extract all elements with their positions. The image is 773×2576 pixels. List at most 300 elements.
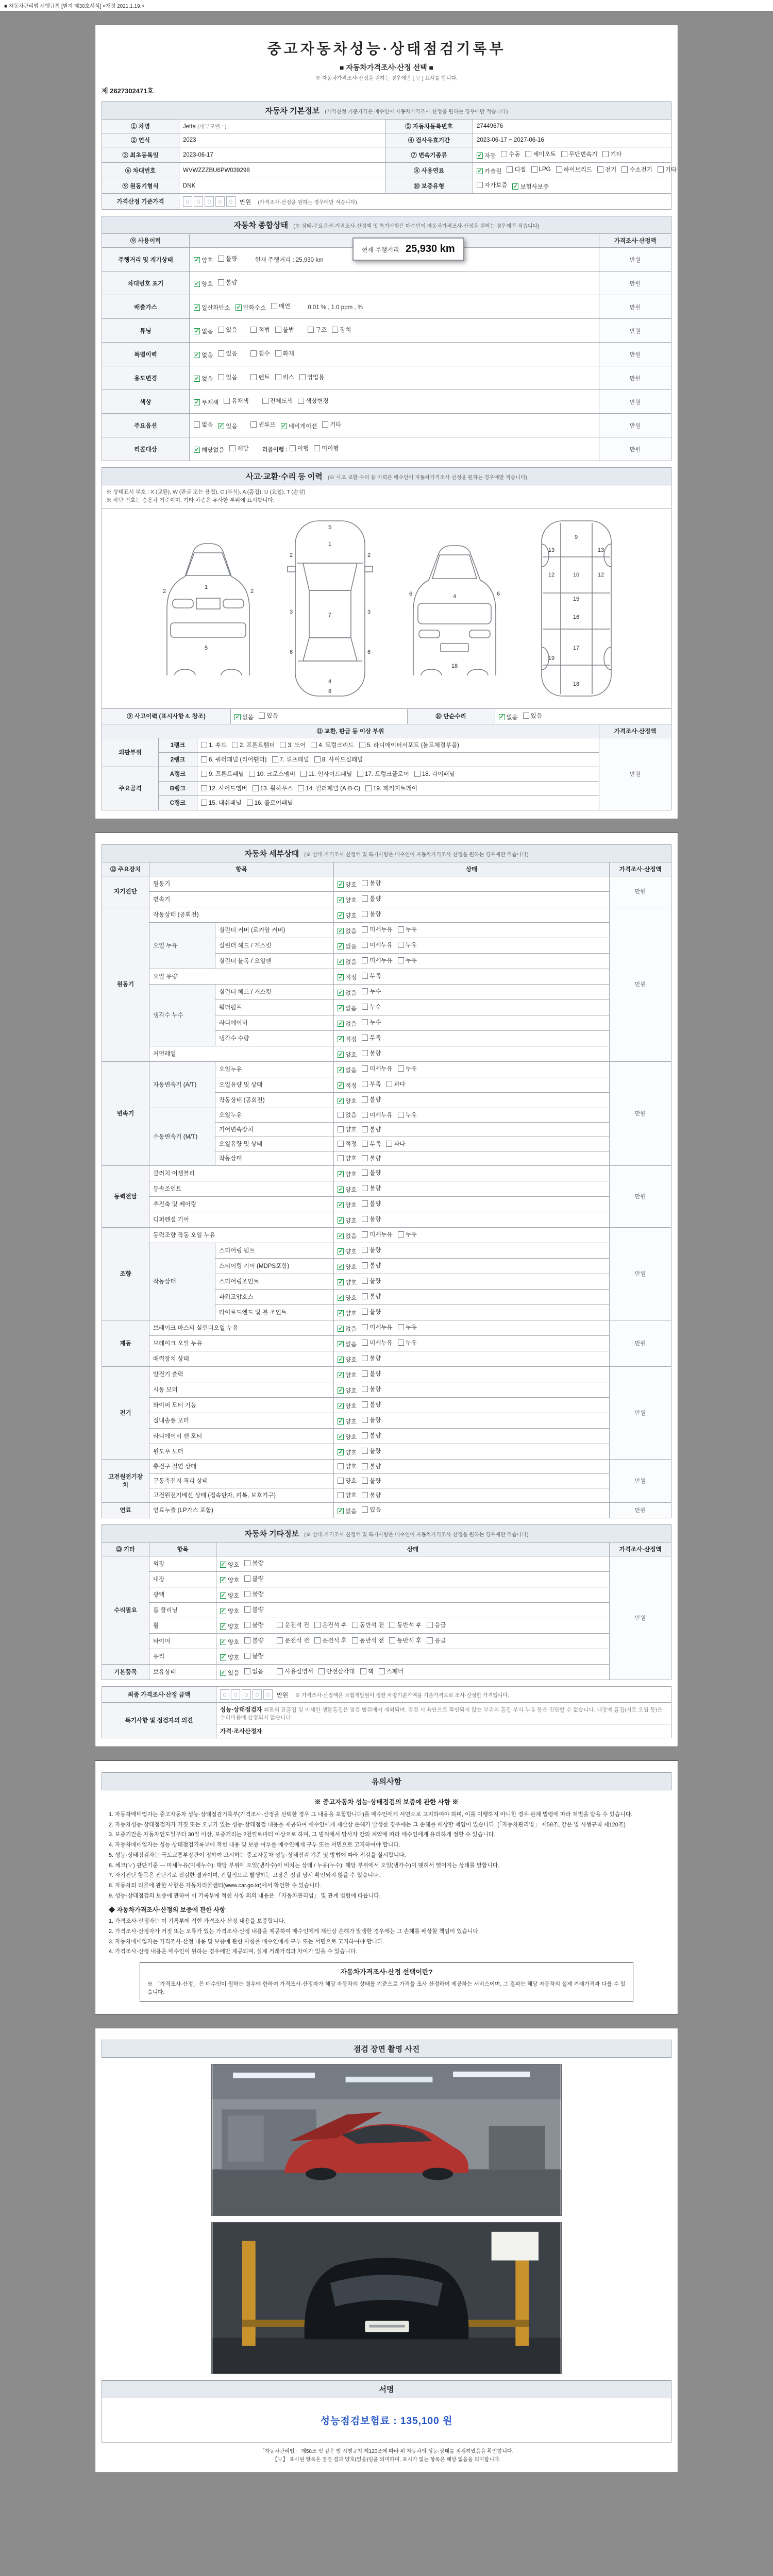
checkbox-box[interactable]: ✓	[338, 1186, 343, 1193]
checkbox-box[interactable]	[218, 327, 224, 333]
checkbox-option[interactable]	[362, 1431, 381, 1439]
checkbox-box[interactable]	[389, 1637, 395, 1643]
checkbox-option[interactable]	[362, 1323, 392, 1331]
checkbox-option[interactable]	[220, 1622, 239, 1631]
checkbox-option[interactable]	[338, 1386, 357, 1395]
checkbox-option[interactable]	[561, 150, 598, 158]
checkbox-box[interactable]	[379, 1668, 385, 1674]
checkbox-option[interactable]	[218, 278, 237, 286]
checkbox-option[interactable]	[338, 1507, 357, 1515]
checkbox-option[interactable]	[427, 1621, 446, 1629]
checkbox-option[interactable]	[194, 398, 219, 406]
checkbox-box[interactable]	[308, 327, 314, 333]
checkbox-box[interactable]	[201, 771, 207, 777]
checkbox-box[interactable]: ✓	[338, 1097, 343, 1104]
checkbox-option[interactable]	[332, 326, 351, 334]
checkbox-option[interactable]	[398, 1323, 417, 1331]
checkbox-option[interactable]	[362, 1033, 381, 1042]
checkbox-box[interactable]	[362, 973, 368, 979]
checkbox-box[interactable]	[244, 1653, 250, 1659]
checkbox-box[interactable]	[398, 1324, 404, 1330]
checkbox-option[interactable]	[300, 770, 352, 778]
checkbox-option[interactable]	[298, 397, 328, 405]
checkbox-option[interactable]	[338, 1309, 357, 1317]
checkbox-box[interactable]	[244, 1637, 250, 1643]
checkbox-option[interactable]	[338, 1340, 357, 1348]
checkbox-option[interactable]	[275, 349, 294, 358]
checkbox-box[interactable]	[338, 1478, 344, 1484]
checkbox-box[interactable]	[272, 756, 278, 762]
checkbox-option[interactable]	[362, 1140, 381, 1148]
checkbox-option[interactable]	[362, 1111, 392, 1119]
checkbox-box[interactable]: ✓	[338, 958, 343, 965]
checkbox-box[interactable]	[362, 1231, 368, 1238]
checkbox-option[interactable]	[362, 1491, 381, 1499]
checkbox-option[interactable]	[201, 755, 267, 764]
checkbox-option[interactable]	[247, 799, 293, 807]
checkbox-option[interactable]	[379, 1667, 404, 1675]
checkbox-box[interactable]	[275, 374, 281, 380]
checkbox-option[interactable]	[398, 925, 417, 934]
checkbox-option[interactable]	[311, 741, 354, 749]
checkbox-box[interactable]	[362, 1141, 368, 1147]
checkbox-box[interactable]	[277, 1637, 283, 1643]
checkbox-option[interactable]	[338, 973, 357, 981]
checkbox-box[interactable]	[250, 350, 257, 357]
checkbox-box[interactable]	[244, 1606, 250, 1613]
checkbox-option[interactable]	[477, 181, 507, 189]
checkbox-box[interactable]	[362, 1432, 368, 1438]
checkbox-box[interactable]	[362, 1278, 368, 1284]
checkbox-option[interactable]	[271, 302, 290, 310]
checkbox-box[interactable]	[398, 942, 404, 948]
checkbox-box[interactable]	[314, 1637, 321, 1643]
checkbox-option[interactable]	[386, 1140, 405, 1148]
checkbox-box[interactable]	[427, 1637, 433, 1643]
checkbox-box[interactable]	[561, 151, 567, 157]
checkbox-box[interactable]	[250, 374, 257, 380]
checkbox-box[interactable]	[362, 1004, 368, 1010]
checkbox-option[interactable]	[244, 1574, 263, 1583]
checkbox-option[interactable]	[201, 799, 242, 807]
checkbox-option[interactable]	[362, 1230, 392, 1239]
checkbox-box[interactable]	[194, 421, 200, 428]
checkbox-box[interactable]	[280, 742, 286, 748]
checkbox-box[interactable]	[365, 785, 372, 791]
checkbox-box[interactable]: ✓	[219, 423, 224, 429]
checkbox-option[interactable]	[338, 1433, 357, 1441]
checkbox-option[interactable]	[299, 373, 324, 381]
checkbox-box[interactable]: ✓	[338, 1248, 343, 1255]
checkbox-box[interactable]	[249, 771, 255, 777]
checkbox-option[interactable]	[244, 1652, 263, 1660]
checkbox-option[interactable]	[338, 1417, 357, 1426]
checkbox-option[interactable]	[362, 1338, 392, 1347]
checkbox-option[interactable]	[507, 165, 526, 174]
checkbox-option[interactable]	[314, 444, 339, 452]
checkbox-option[interactable]	[338, 1035, 357, 1043]
checkbox-option[interactable]	[220, 1638, 239, 1646]
checkbox-option[interactable]	[362, 1462, 381, 1470]
checkbox-box[interactable]: ✓	[338, 989, 343, 996]
checkbox-option[interactable]	[244, 1636, 263, 1645]
checkbox-box[interactable]: ✓	[338, 912, 343, 919]
checkbox-box[interactable]	[314, 1622, 321, 1628]
checkbox-box[interactable]	[362, 1293, 368, 1299]
checkbox-box[interactable]	[398, 1231, 404, 1238]
checkbox-box[interactable]	[338, 1126, 344, 1132]
checkbox-option[interactable]	[259, 711, 278, 720]
checkbox-box[interactable]	[229, 445, 236, 451]
checkbox-box[interactable]	[427, 1622, 433, 1628]
checkbox-option[interactable]	[201, 741, 227, 749]
checkbox-option[interactable]	[362, 941, 392, 949]
checkbox-box[interactable]: ✓	[221, 1577, 226, 1583]
checkbox-box[interactable]	[277, 1668, 283, 1674]
checkbox-option[interactable]	[338, 1263, 357, 1271]
checkbox-option[interactable]	[362, 1215, 381, 1223]
checkbox-box[interactable]	[338, 1141, 344, 1147]
checkbox-box[interactable]	[271, 303, 277, 309]
checkbox-option[interactable]	[338, 1050, 357, 1059]
checkbox-option[interactable]	[362, 925, 392, 934]
checkbox-option[interactable]	[338, 1294, 357, 1302]
checkbox-option[interactable]	[338, 1097, 357, 1105]
checkbox-box[interactable]: ✓	[338, 1507, 343, 1514]
checkbox-box[interactable]	[362, 880, 368, 886]
checkbox-box[interactable]: ✓	[338, 1387, 343, 1394]
checkbox-box[interactable]: ✓	[194, 352, 199, 358]
checkbox-option[interactable]	[244, 1667, 263, 1675]
checkbox-option[interactable]	[357, 770, 409, 778]
checkbox-box[interactable]	[362, 1200, 368, 1207]
checkbox-box[interactable]: ✓	[194, 399, 199, 405]
checkbox-box[interactable]	[507, 166, 513, 173]
checkbox-option[interactable]	[499, 713, 518, 721]
checkbox-option[interactable]	[359, 741, 459, 749]
checkbox-option[interactable]	[338, 1448, 357, 1456]
checkbox-option[interactable]	[338, 1278, 357, 1286]
checkbox-option[interactable]	[414, 770, 455, 778]
checkbox-option[interactable]	[308, 326, 327, 334]
checkbox-option[interactable]	[362, 894, 381, 903]
checkbox-box[interactable]: ✓	[338, 1217, 343, 1224]
checkbox-box[interactable]	[357, 771, 363, 777]
checkbox-box[interactable]: ✓	[513, 183, 518, 190]
checkbox-box[interactable]	[275, 350, 281, 357]
checkbox-box[interactable]	[362, 942, 368, 948]
checkbox-option[interactable]	[277, 1621, 309, 1629]
checkbox-box[interactable]	[262, 398, 268, 404]
checkbox-option[interactable]	[280, 741, 306, 749]
checkbox-box[interactable]	[398, 1340, 404, 1346]
checkbox-box[interactable]: ✓	[338, 1036, 343, 1042]
checkbox-option[interactable]	[244, 1559, 263, 1567]
checkbox-option[interactable]	[218, 349, 237, 358]
checkbox-box[interactable]	[362, 1492, 368, 1498]
checkbox-box[interactable]	[362, 1035, 368, 1041]
checkbox-option[interactable]	[338, 1402, 357, 1410]
checkbox-box[interactable]: ✓	[221, 1669, 226, 1676]
checkbox-option[interactable]	[338, 1477, 357, 1485]
checkbox-box[interactable]	[352, 1622, 358, 1628]
checkbox-box[interactable]: ✓	[221, 1561, 226, 1568]
checkbox-box[interactable]	[501, 151, 507, 157]
checkbox-box[interactable]: ✓	[338, 1279, 343, 1285]
checkbox-option[interactable]	[338, 1125, 357, 1133]
checkbox-option[interactable]	[338, 1371, 357, 1379]
checkbox-box[interactable]	[362, 1081, 368, 1087]
checkbox-box[interactable]: ✓	[221, 1607, 226, 1614]
checkbox-box[interactable]: ✓	[221, 1638, 226, 1645]
checkbox-box[interactable]	[314, 756, 321, 762]
checkbox-option[interactable]	[194, 351, 213, 359]
checkbox-box[interactable]	[362, 1019, 368, 1025]
checkbox-option[interactable]	[362, 1447, 381, 1455]
checkbox-option[interactable]	[262, 397, 293, 405]
checkbox-option[interactable]	[523, 711, 542, 720]
checkbox-box[interactable]: ✓	[338, 1402, 343, 1409]
checkbox-option[interactable]	[253, 784, 293, 792]
checkbox-option[interactable]	[244, 1590, 263, 1598]
checkbox-option[interactable]	[531, 166, 551, 173]
checkbox-box[interactable]: ✓	[338, 1171, 343, 1177]
checkbox-option[interactable]	[272, 755, 309, 764]
checkbox-option[interactable]	[338, 880, 357, 889]
checkbox-box[interactable]	[362, 1216, 368, 1222]
checkbox-option[interactable]	[398, 1111, 417, 1119]
checkbox-box[interactable]: ✓	[338, 881, 343, 888]
checkbox-option[interactable]	[365, 784, 417, 792]
checkbox-box[interactable]	[362, 1247, 368, 1253]
checkbox-box[interactable]	[362, 1096, 368, 1103]
checkbox-box[interactable]	[362, 1478, 368, 1484]
checkbox-box[interactable]	[477, 182, 483, 188]
checkbox-option[interactable]	[362, 1246, 381, 1254]
checkbox-option[interactable]	[298, 784, 360, 792]
checkbox-box[interactable]	[298, 785, 304, 791]
checkbox-option[interactable]	[362, 1261, 381, 1269]
checkbox-option[interactable]	[362, 1477, 381, 1485]
checkbox-box[interactable]	[275, 327, 281, 333]
checkbox-option[interactable]	[314, 755, 363, 764]
checkbox-option[interactable]	[218, 326, 237, 334]
checkbox-option[interactable]	[290, 444, 309, 452]
checkbox-box[interactable]	[338, 1112, 344, 1118]
checkbox-box[interactable]	[332, 327, 338, 333]
checkbox-box[interactable]	[362, 926, 368, 933]
checkbox-option[interactable]	[220, 1591, 239, 1600]
checkbox-option[interactable]	[362, 1354, 381, 1362]
checkbox-option[interactable]	[224, 397, 248, 405]
checkbox-option[interactable]	[621, 165, 652, 174]
checkbox-option[interactable]	[322, 420, 341, 429]
checkbox-box[interactable]: ✓	[338, 1341, 343, 1347]
checkbox-box[interactable]: ✓	[338, 1294, 343, 1301]
checkbox-box[interactable]: ✓	[338, 1418, 343, 1425]
checkbox-box[interactable]: ✓	[235, 714, 240, 720]
checkbox-option[interactable]	[362, 1505, 381, 1514]
checkbox-box[interactable]	[389, 1622, 395, 1628]
checkbox-box[interactable]	[531, 166, 537, 173]
checkbox-box[interactable]	[244, 1575, 250, 1582]
checkbox-option[interactable]	[338, 989, 357, 997]
checkbox-box[interactable]	[244, 1668, 250, 1674]
checkbox-box[interactable]: ✓	[338, 1371, 343, 1378]
checkbox-option[interactable]	[220, 1653, 239, 1662]
checkbox-box[interactable]: ✓	[338, 896, 343, 903]
checkbox-box[interactable]: ✓	[499, 714, 505, 720]
checkbox-box[interactable]	[362, 1355, 368, 1361]
checkbox-option[interactable]	[201, 770, 244, 778]
checkbox-box[interactable]	[621, 166, 628, 173]
checkbox-box[interactable]	[523, 713, 529, 719]
checkbox-box[interactable]: ✓	[194, 376, 199, 382]
checkbox-box[interactable]	[338, 1463, 344, 1469]
checkbox-box[interactable]: ✓	[194, 257, 199, 263]
checkbox-option[interactable]	[362, 1154, 381, 1162]
checkbox-option[interactable]	[398, 1230, 417, 1239]
checkbox-option[interactable]	[338, 1247, 357, 1256]
checkbox-option[interactable]	[362, 1199, 381, 1208]
checkbox-option[interactable]	[338, 1081, 357, 1090]
checkbox-option[interactable]	[338, 1140, 357, 1148]
checkbox-option[interactable]	[362, 1277, 381, 1285]
checkbox-option[interactable]	[338, 911, 357, 920]
checkbox-option[interactable]	[314, 1621, 347, 1629]
checkbox-box[interactable]	[218, 256, 224, 262]
checkbox-box[interactable]	[386, 1081, 392, 1087]
checkbox-box[interactable]	[362, 911, 368, 917]
checkbox-box[interactable]: ✓	[338, 1325, 343, 1332]
checkbox-option[interactable]	[338, 1355, 357, 1364]
checkbox-option[interactable]	[232, 741, 275, 749]
checkbox-option[interactable]	[338, 896, 357, 904]
checkbox-option[interactable]	[362, 1292, 381, 1300]
checkbox-option[interactable]	[338, 958, 357, 966]
checkbox-box[interactable]	[224, 398, 230, 404]
checkbox-box[interactable]: ✓	[221, 1623, 226, 1630]
checkbox-box[interactable]	[299, 374, 306, 380]
checkbox-option[interactable]	[362, 1049, 381, 1057]
checkbox-box[interactable]	[244, 1560, 250, 1566]
checkbox-option[interactable]	[362, 1369, 381, 1378]
checkbox-option[interactable]	[477, 151, 496, 160]
checkbox-option[interactable]	[338, 1170, 357, 1178]
checkbox-option[interactable]	[234, 713, 254, 721]
checkbox-option[interactable]	[512, 182, 549, 191]
checkbox-option[interactable]	[194, 420, 213, 429]
checkbox-box[interactable]	[362, 1065, 368, 1072]
checkbox-box[interactable]	[398, 1065, 404, 1072]
checkbox-option[interactable]	[281, 422, 317, 430]
checkbox-box[interactable]	[602, 151, 609, 157]
checkbox-box[interactable]	[414, 771, 421, 777]
checkbox-option[interactable]	[398, 1064, 417, 1073]
checkbox-option[interactable]	[398, 1338, 417, 1347]
checkbox-option[interactable]	[194, 375, 213, 383]
checkbox-option[interactable]	[525, 150, 556, 158]
checkbox-box[interactable]	[597, 166, 603, 173]
checkbox-option[interactable]	[362, 1184, 381, 1192]
checkbox-option[interactable]	[362, 1168, 381, 1177]
checkbox-box[interactable]	[362, 957, 368, 963]
checkbox-box[interactable]	[362, 1324, 368, 1330]
checkbox-box[interactable]	[362, 1050, 368, 1056]
checkbox-option[interactable]	[338, 1154, 357, 1162]
checkbox-option[interactable]	[250, 349, 270, 358]
checkbox-box[interactable]	[277, 1622, 283, 1628]
checkbox-box[interactable]: ✓	[338, 1356, 343, 1363]
checkbox-box[interactable]: ✓	[338, 1433, 343, 1440]
checkbox-option[interactable]	[362, 1095, 381, 1104]
checkbox-option[interactable]	[362, 987, 381, 995]
checkbox-box[interactable]: ✓	[338, 1201, 343, 1208]
checkbox-option[interactable]	[362, 879, 381, 887]
checkbox-box[interactable]	[322, 421, 328, 428]
checkbox-option[interactable]	[338, 1020, 357, 1028]
checkbox-box[interactable]	[201, 742, 207, 748]
checkbox-option[interactable]	[338, 1004, 357, 1012]
checkbox-option[interactable]	[597, 165, 616, 174]
checkbox-box[interactable]	[250, 327, 257, 333]
checkbox-box[interactable]	[218, 350, 224, 357]
checkbox-option[interactable]	[218, 255, 237, 263]
checkbox-box[interactable]	[362, 1309, 368, 1315]
checkbox-box[interactable]	[201, 756, 207, 762]
checkbox-box[interactable]	[362, 1126, 368, 1132]
checkbox-option[interactable]	[602, 150, 621, 158]
checkbox-box[interactable]	[244, 1591, 250, 1597]
checkbox-box[interactable]: ✓	[338, 1310, 343, 1316]
checkbox-option[interactable]	[338, 1491, 357, 1499]
checkbox-box[interactable]	[338, 1492, 344, 1498]
checkbox-option[interactable]	[277, 1636, 309, 1645]
checkbox-option[interactable]	[362, 1080, 381, 1088]
checkbox-option[interactable]	[220, 1607, 239, 1615]
checkbox-option[interactable]	[194, 327, 213, 335]
checkbox-option[interactable]	[194, 303, 230, 312]
checkbox-option[interactable]	[338, 1232, 357, 1240]
checkbox-box[interactable]: ✓	[194, 447, 199, 453]
checkbox-box[interactable]	[201, 800, 207, 806]
checkbox-box[interactable]	[300, 771, 307, 777]
checkbox-box[interactable]: ✓	[221, 1654, 226, 1660]
checkbox-box[interactable]	[314, 445, 320, 451]
checkbox-box[interactable]	[250, 421, 257, 428]
checkbox-box[interactable]	[218, 279, 224, 285]
checkbox-box[interactable]	[658, 166, 664, 173]
checkbox-option[interactable]	[338, 1462, 357, 1470]
checkbox-option[interactable]	[352, 1636, 384, 1645]
checkbox-option[interactable]	[362, 972, 381, 980]
checkbox-box[interactable]: ✓	[477, 168, 482, 174]
checkbox-box[interactable]	[318, 1668, 325, 1674]
checkbox-box[interactable]: ✓	[194, 281, 199, 287]
checkbox-box[interactable]	[232, 742, 238, 748]
checkbox-box[interactable]: ✓	[338, 1066, 343, 1073]
checkbox-option[interactable]	[194, 256, 213, 264]
checkbox-box[interactable]	[398, 926, 404, 933]
checkbox-option[interactable]	[362, 1125, 381, 1133]
checkbox-option[interactable]	[386, 1080, 405, 1088]
checkbox-box[interactable]: ✓	[338, 1051, 343, 1058]
checkbox-option[interactable]	[250, 373, 270, 381]
checkbox-option[interactable]	[275, 373, 294, 381]
checkbox-box[interactable]: ✓	[338, 1449, 343, 1455]
checkbox-box[interactable]: ✓	[194, 328, 199, 334]
checkbox-box[interactable]: ✓	[338, 927, 343, 934]
